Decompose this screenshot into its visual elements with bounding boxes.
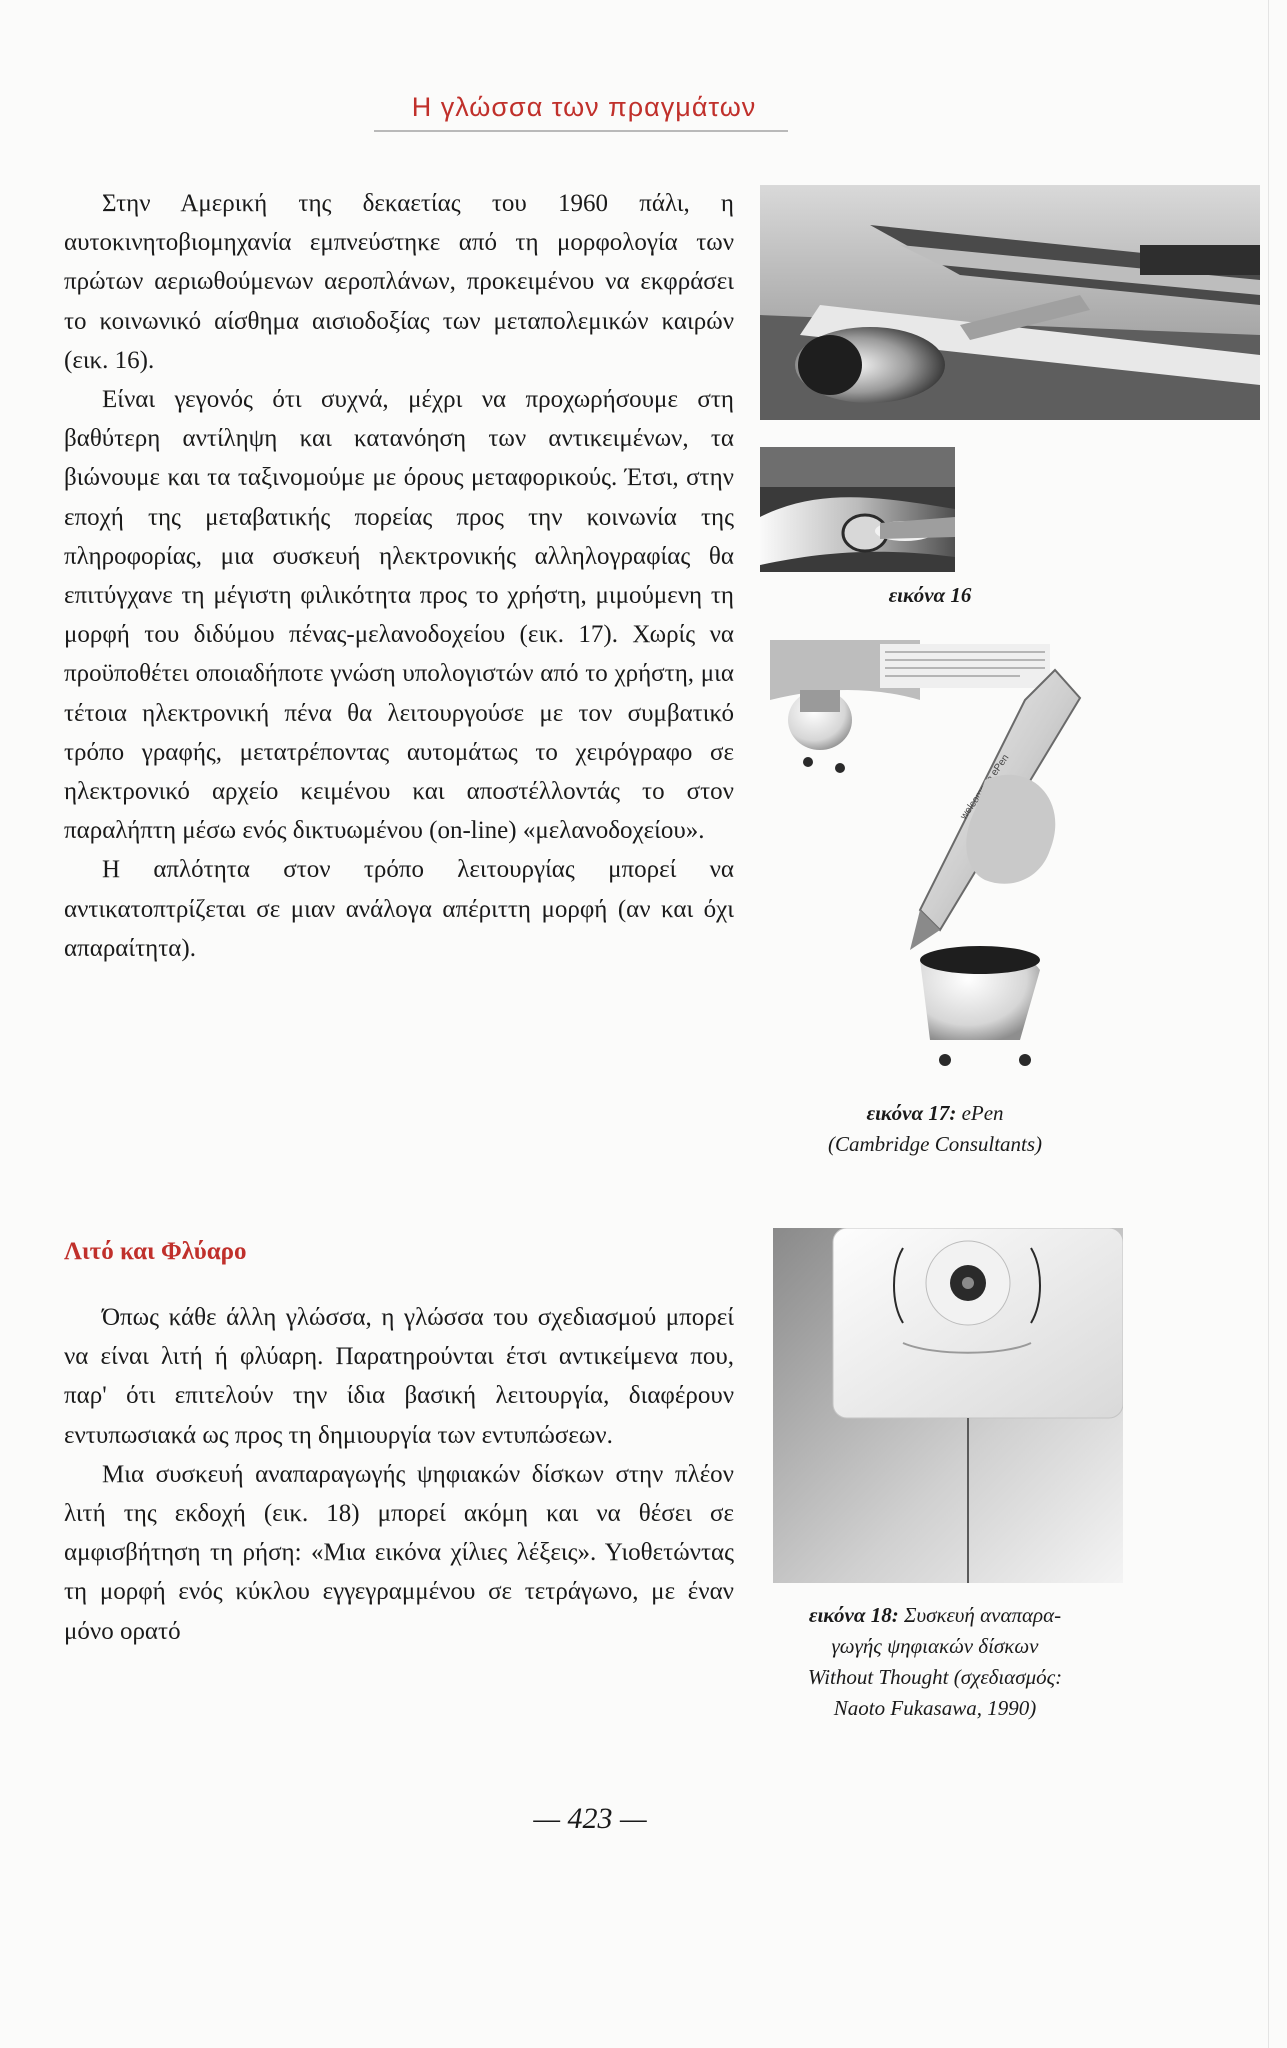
caption-label: εικόνα 17: — [866, 1101, 957, 1125]
figure-16-car-fin-photo — [760, 447, 955, 572]
caption-text: Without Thought (σχεδιασμός: — [807, 1665, 1063, 1689]
caption-text: Συσκευή αναπαρα- — [903, 1603, 1062, 1627]
header-rule — [374, 130, 788, 132]
caption-figure-17 — [775, 1098, 1095, 1160]
caption-text: (Cambridge Consultants) — [827, 1132, 1043, 1156]
body-block-2 — [64, 1298, 734, 1651]
paragraph: Όπως κάθε άλλη γλώσσα, η γλώσσα του σχεδιασμού μπορεί να είναι λιτή ή φλύαρη. Παρατηρούνται έτσι αντικείμενα που, παρ' ότι επιτελούν την ίδια βασική λειτουργία, διαφέρουν εντυπωσιακά ως προς τη δημιουργία των εντυπώσεων. — [64, 1304, 734, 1449]
page-number: — 423 — — [533, 1802, 647, 1835]
body-block-1 — [64, 184, 734, 968]
caption-text: ePen — [961, 1101, 1004, 1125]
pen-label: welcome ePen — [958, 752, 1012, 822]
page-edge-right — [1268, 0, 1269, 2048]
figure-17-epen-photo — [770, 640, 1210, 1070]
figure-16-jet-photo — [760, 185, 1260, 420]
caption-text: Naoto Fukasawa, 1990) — [833, 1696, 1037, 1720]
caption-figure-16 — [860, 580, 1000, 611]
figure-18-cd-player-photo — [773, 1228, 1123, 1583]
section-heading: Λιτό και Φλύαρο — [64, 1238, 247, 1265]
pen-text-block — [880, 644, 1050, 688]
caption-figure-18 — [762, 1600, 1108, 1724]
caption-label: εικόνα 18: — [808, 1603, 899, 1627]
paragraph: Η απλότητα στον τρόπο λειτουργίας μπορεί να αντικατοπτρίζεται σε μιαν ανάλογα απέριττη μορφή (αν και όχι απαραίτητα). — [64, 856, 734, 962]
running-header: Η γλώσσα των πραγμάτων — [411, 92, 757, 122]
caption-text: γωγής ψηφιακών δίσκων — [831, 1634, 1039, 1658]
paragraph: Μια συσκευή αναπαραγωγής ψηφιακών δίσκων στην πλέον λιτή της εκδοχή (εικ. 18) μπορεί ακόμη και να θέσει σε αμφισβήτηση τη ρήση: «Μια εικόνα χίλιες λέξεις». Υιοθετώντας τη μορφή ενός κύκλου εγγεγραμμένου σε τετράγωνο, με έναν μόνο ορατό — [64, 1460, 734, 1645]
caption-label: εικόνα 16 — [888, 583, 972, 607]
paragraph: Είναι γεγονός ότι συχνά, μέχρι να προχωρήσουμε στη βαθύτερη αντίληψη και κατανόηση των αντικειμένων, τα βιώνουμε και τα ταξινομούμε με όρους μεταφορικούς. Έτσι, στην εποχή της μεταβατικής πορείας προς την κοινωνία της πληροφορίας, μια συσκευή ηλεκτρονικής αλληλογραφίας θα επιτύγχανε τη μέγιστη φιλικότητα προς το χρήστη, μιμούμενη τη μορφή του διδύμου πένας-μελανοδοχείου (εικ. 17). Χωρίς να προϋποθέτει οποιαδήποτε γνώση υπολογιστών από το χρήστη, μια τέτοια ηλεκτρονική πένα θα λειτουργούσε με τον συμβατικό τρόπο γραφής, μετατρέποντας αυτομάτως το χειρόγραφο σε ηλεκτρονικό αρχείο κειμένου και αποστέλλοντάς το στον παραλήπτη μέσω ενός δικτυωμένου (on-line) «μελανοδοχείου». — [64, 386, 734, 845]
paragraph: Στην Αμερική της δεκαετίας του 1960 πάλι, η αυτοκινητοβιομηχανία εμπνεύστηκε από τη μορφολογία των πρώτων αεριωθούμενων αεροπλάνων, προκειμένου να εκφράσει το κοινωνικό αίσθημα αισιοδοξίας των μεταπολεμικών καιρών (εικ. 16). — [64, 190, 734, 374]
